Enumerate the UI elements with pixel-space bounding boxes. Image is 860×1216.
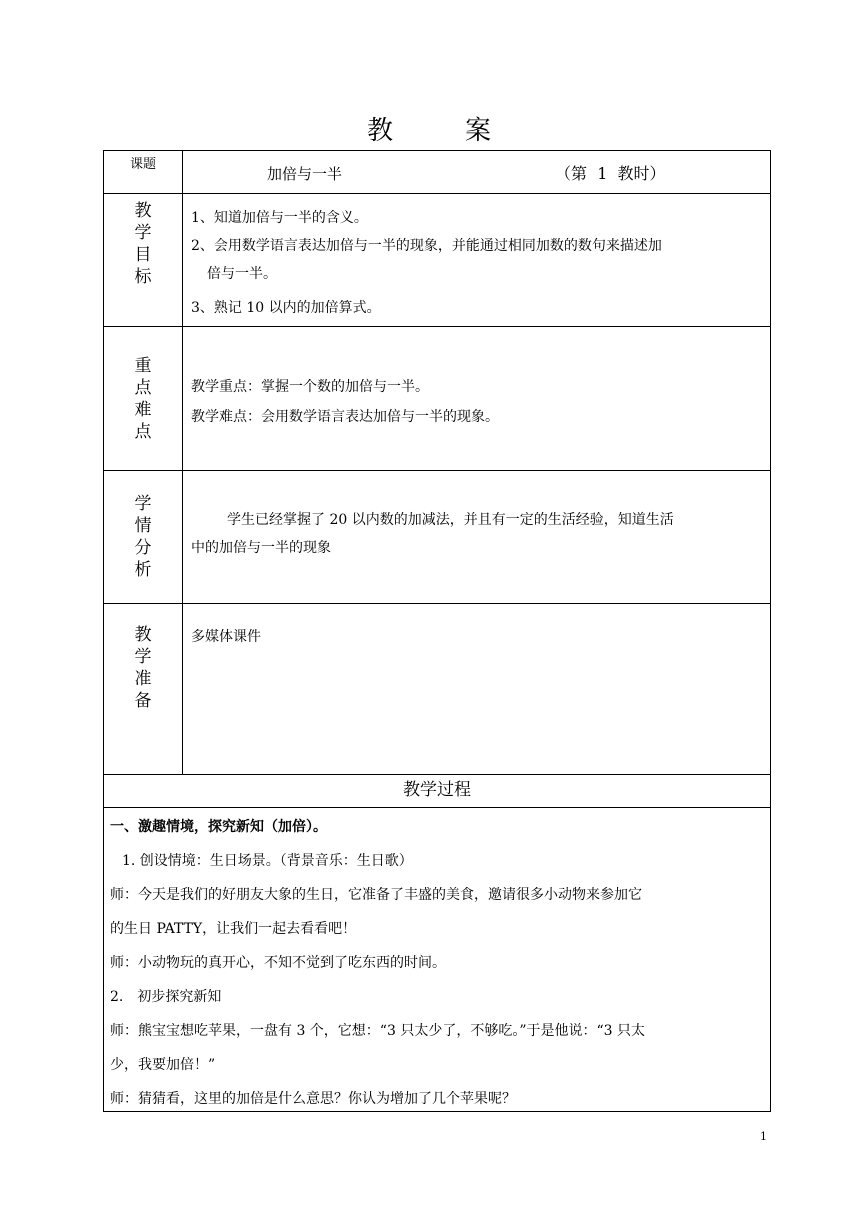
process-line-3: 师：今天是我们的好朋友大象的生日，它准备了丰盛的美食，邀请很多小动物来参加它	[110, 887, 642, 903]
prep-label: 教 学 准 备	[104, 604, 183, 774]
prep-content	[183, 604, 770, 774]
title-char-2: 案	[465, 116, 494, 146]
goal-item-3: 3、熟记 10 以内的加倍算式。	[191, 300, 381, 316]
topic-name: 加倍与一半	[267, 165, 343, 183]
topic-label: 课题	[104, 151, 183, 193]
keypoints-content	[183, 327, 770, 470]
document-title	[0, 110, 860, 147]
process-step-1: 1. 创设情境：生日场景。（背景音乐：生日歌）	[122, 853, 413, 869]
prep-row	[104, 604, 770, 775]
lesson-plan-table	[103, 150, 771, 1112]
goals-row	[104, 194, 770, 327]
goal-item-2-cont: 倍与一半。	[207, 266, 277, 282]
process-line-4: 的生日 PATTY，让我们一起去看看吧！	[110, 921, 357, 937]
keypoints-label: 重 点 难 点	[104, 327, 183, 470]
process-line-5: 师：小动物玩的真开心，不知不觉到了吃东西的时间。	[110, 955, 446, 971]
analysis-line-1: 学生已经掌握了 20 以内数的加减法，并且有一定的生活经验，知道生活	[227, 512, 674, 528]
page-number: 1	[760, 1130, 767, 1143]
process-line-8: 少，我要加倍！”	[110, 1057, 216, 1073]
prep-text: 多媒体课件	[191, 629, 261, 645]
goal-item-1: 1、知道加倍与一半的含义。	[191, 210, 368, 226]
process-line-7: 师：熊宝宝想吃苹果，一盘有 3 个，它想：“3 只太少了，不够吃。”于是他说：“3 只太	[110, 1023, 645, 1039]
process-step-2: 2. 初步探究新知	[110, 989, 222, 1005]
analysis-line-2: 中的加倍与一半的现象	[191, 540, 331, 556]
analysis-row	[104, 471, 770, 604]
topic-period: （第 1 教时）	[555, 164, 666, 183]
analysis-label: 学 情 分 析	[104, 471, 183, 603]
difficult-point: 教学难点：会用数学语言表达加倍与一半的现象。	[191, 409, 499, 425]
process-content-row	[104, 808, 770, 1112]
topic-row	[104, 151, 770, 194]
title-char-1: 教	[366, 116, 395, 146]
key-point: 教学重点：掌握一个数的加倍与一半。	[191, 379, 429, 395]
goal-item-2: 2、会用数学语言表达加倍与一半的现象，并能通过相同加数的数句来描述加	[191, 238, 662, 254]
keypoints-row	[104, 327, 770, 471]
process-content	[104, 808, 770, 1116]
goals-label: 教 学 目 标	[104, 194, 183, 326]
process-section-heading: 一、激趣情境，探究新知（加倍）。	[110, 819, 327, 835]
goals-content	[183, 194, 770, 326]
process-heading: 教学过程	[403, 780, 471, 800]
process-line-9: 师：猜猜看，这里的加倍是什么意思？你认为增加了几个苹果呢？	[110, 1091, 516, 1107]
process-heading-row	[104, 775, 770, 808]
analysis-content	[183, 471, 770, 603]
